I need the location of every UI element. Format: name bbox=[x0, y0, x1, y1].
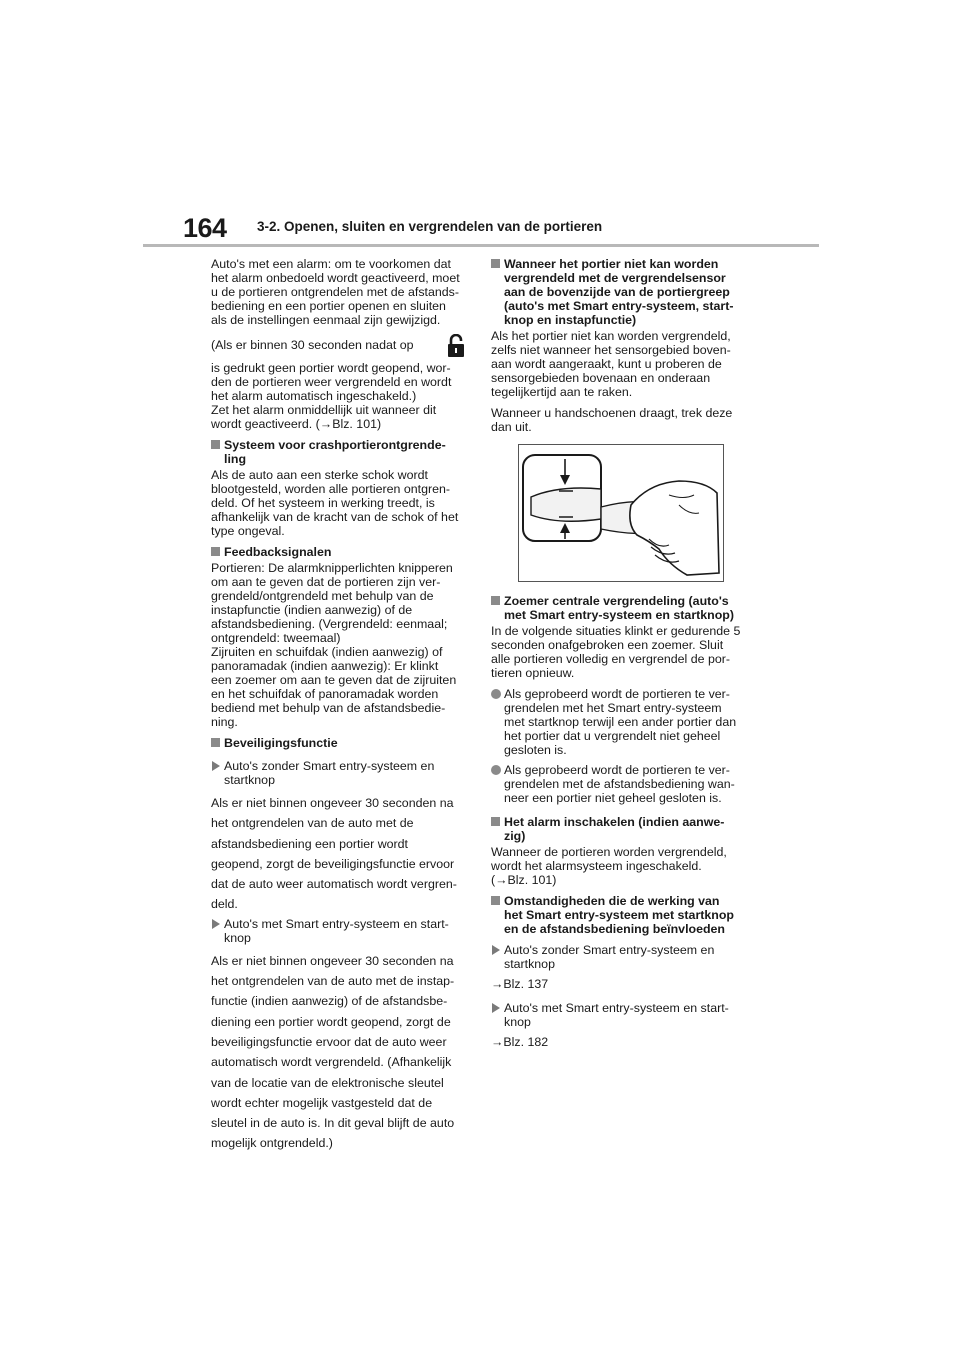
section-security-heading bbox=[211, 736, 471, 750]
buzzer-bullet-1-text: Als geprobeerd wordt de portieren te ver- grendelen met het Smart entry-systeem met startknop terwijl een ander portier dan het portier dat u vergrendelt niet geheel gesloten is. bbox=[504, 687, 737, 757]
buzzer-body: In de volgende situaties klinkt er gedurende 5 seconden onafgebroken een zoemer. Sluit alle portieren volledig en vergrendel de por- tieren opnieuw. bbox=[491, 624, 741, 680]
intro-paragraph: Auto's met een alarm: om te voorkomen dat het alarm onbedoeld wordt geactiveerd, moet u de portieren ontgrendelen met de afstands- bediening en een portier openen en sluiten als de instellingen eenmaal zijn gewijzigd. bbox=[211, 257, 460, 327]
section-sensor-heading bbox=[491, 257, 753, 327]
alarm-note-rest: is gedrukt geen portier wordt geopend, wor- den de portieren weer vergrendeld en wordt het alarm automatisch ingeschakeld.) Zet het alarm onmiddellijk uit wanneer dit wordt geactiveerd. (→Blz. 101) bbox=[211, 361, 452, 431]
buzzer-bullet-2 bbox=[491, 763, 753, 805]
square-marker-icon bbox=[211, 440, 220, 449]
triangle-arrow-icon bbox=[212, 919, 220, 929]
sensor-body-1: Als het portier niet kan worden vergrendeld, zelfs niet wanneer het sensorgebied boven- aan wordt aangeraakt, kunt u proberen de sensorgebieden bovenaan en onderaan tegelijkertijd aan te raken. bbox=[491, 329, 731, 399]
section-circumstances-heading bbox=[491, 894, 753, 936]
section-buzzer-heading bbox=[491, 594, 753, 622]
section-alarm-heading bbox=[491, 815, 753, 843]
alarm-note-first-line bbox=[211, 334, 471, 361]
lock-icon bbox=[447, 334, 465, 361]
right-column bbox=[491, 257, 753, 1049]
circle-bullet-icon bbox=[491, 765, 501, 775]
sensor-body-2: Wanneer u handschoenen draagt, trek deze dan uit. bbox=[491, 406, 733, 434]
security-subitem-2 bbox=[211, 917, 471, 945]
door-handle-illustration bbox=[518, 444, 724, 582]
circumstances-subitem-2 bbox=[491, 1001, 753, 1029]
circumstances-title: Omstandigheden die de werking van het Smart entry-systeem met startknop en de afstandsbediening beïnvloeden bbox=[504, 894, 734, 936]
section-crash-heading bbox=[211, 438, 471, 466]
security-subitem-2-label: Auto's met Smart entry-systeem en start- knop bbox=[224, 916, 449, 945]
circumstances-ref-2: →Blz. 182 bbox=[491, 1035, 549, 1049]
buzzer-bullet-1 bbox=[491, 687, 753, 757]
square-marker-icon bbox=[211, 547, 220, 556]
header-divider bbox=[143, 244, 819, 247]
feedback-body: Portieren: De alarmknipperlichten knipperen om aan te geven dat de portieren zijn ver- grendeld/ontgrendeld met behulp van de instapfunctie (indien aanwezig) of de afstandsbediening. (Vergrendeld: eenmaal; ontgrendeld: tweemaal) Zijruiten en schuifdak (indien aanwezig) of panoramadak (indien aanwezig): Er klinkt een zoemer om aan te geven dat de zijruiten en het schuifdak of panoramadak worden bediend met behulp van de afstandsbedie- ning. bbox=[211, 561, 457, 729]
square-marker-icon bbox=[491, 596, 500, 605]
chapter-title: 3-2. Openen, sluiten en vergrendelen van de portieren bbox=[257, 219, 603, 234]
alarm-title: Het alarm inschakelen (indien aanwe- zig) bbox=[504, 815, 725, 843]
left-column bbox=[211, 257, 471, 1156]
triangle-arrow-icon bbox=[492, 945, 500, 955]
section-feedback-heading bbox=[211, 545, 471, 559]
square-marker-icon bbox=[491, 896, 500, 905]
triangle-arrow-icon bbox=[212, 761, 220, 771]
feedback-title: Feedbacksignalen bbox=[224, 545, 332, 559]
buzzer-bullet-2-text: Als geprobeerd wordt de portieren te ver- grendelen met de afstandsbediening wan- neer een portier niet geheel gesloten is. bbox=[504, 763, 735, 805]
alarm-note-start: (Als er binnen 30 seconden nadat op bbox=[211, 338, 414, 352]
security-body-2: Als er niet binnen ongeveer 30 seconden na het ontgrendelen van de auto met de instap- functie (indien aanwezig) of de afstandsbe- diening een portier wordt geopend, zorgt de beveiligingsfunctie ervoor dat de auto weer automatisch wordt vergrendeld. (Afhankelijk van de locatie van de elektronische sleutel wordt echter mogelijk vastgesteld dat de sleutel in de auto is. In dit geval blijft de auto mogelijk ontgrendeld.) bbox=[211, 953, 455, 1151]
buzzer-title: Zoemer centrale vergrendeling (auto's met Smart entry-systeem en startknop) bbox=[504, 594, 734, 622]
circumstances-subitem-1-label: Auto's zonder Smart entry-systeem en startknop bbox=[504, 943, 715, 971]
triangle-arrow-icon bbox=[492, 1003, 500, 1013]
square-marker-icon bbox=[211, 738, 220, 747]
security-title: Beveiligingsfunctie bbox=[224, 736, 338, 750]
sensor-title: Wanneer het portier niet kan worden vergrendeld met de vergrendelsensor aan de bovenzijde van de portiergreep (auto's met Smart entry-systeem, start- knop en instapfunctie) bbox=[504, 257, 734, 327]
security-body-1: Als er niet binnen ongeveer 30 seconden na het ontgrendelen van de auto met de afstandsbediening een portier wordt geopend, zorgt de beveiligingsfunctie ervoor dat de auto weer automatisch wordt vergren- deld. bbox=[211, 796, 457, 912]
security-subitem-1 bbox=[211, 759, 471, 787]
circumstances-ref-1: →Blz. 137 bbox=[491, 977, 549, 991]
square-marker-icon bbox=[491, 259, 500, 268]
alarm-body: Wanneer de portieren worden vergrendeld, wordt het alarmsysteem ingeschakeld. (→Blz. 101) bbox=[491, 845, 727, 887]
crash-title: Systeem voor crashportierontgrende- ling bbox=[224, 438, 446, 466]
circumstances-subitem-1 bbox=[491, 943, 753, 971]
square-marker-icon bbox=[491, 817, 500, 826]
crash-body: Als de auto aan een sterke schok wordt blootgesteld, worden alle portieren ontgren- deld. Of het systeem in werking treedt, is afhankelijk van de kracht van de schok of het type ongeval. bbox=[211, 468, 459, 538]
security-subitem-1-label: Auto's zonder Smart entry-systeem en startknop bbox=[224, 759, 435, 787]
page-number: 164 bbox=[183, 213, 227, 243]
circumstances-subitem-2-label: Auto's met Smart entry-systeem en start- knop bbox=[504, 1001, 729, 1029]
circle-bullet-icon bbox=[491, 689, 501, 699]
